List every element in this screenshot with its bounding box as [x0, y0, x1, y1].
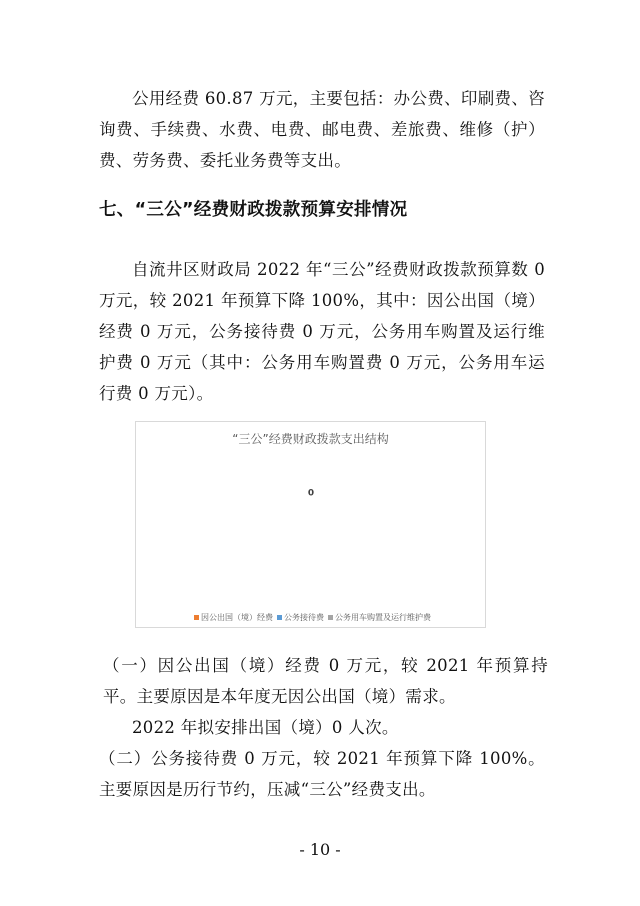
data-label: 0 [307, 488, 315, 499]
legend-swatch [328, 615, 333, 620]
paragraph-overseas-expense: （一）因公出国（境）经费 0 万元，较 2021 年预算持平。主要原因是本年度无因公出国（境）需求。 [103, 656, 548, 706]
page-number: - 10 - [299, 840, 341, 859]
legend-swatch [277, 615, 282, 620]
pie-chart [135, 421, 486, 628]
section-heading: 七、“三公”经费财政拨款预算安排情况 [99, 200, 408, 220]
legend-label: 公务接待费 [284, 613, 324, 622]
legend-label: 公务用车购置及运行维护费 [335, 613, 431, 622]
legend-swatch [194, 615, 199, 620]
paragraph-public-expenses: 公用经费 60.87 万元，主要包括：办公费、印刷费、咨询费、手续费、水费、电费、邮电费、差旅费、维修（护）费、劳务费、委托业务费等支出。 [99, 89, 545, 170]
paragraph-reception-expense: （二）公务接待费 0 万元，较 2021 年预算下降 100%。主要原因是历行节约，压减“三公”经费支出。 [99, 749, 545, 799]
legend-label: 因公出国（境）经费 [201, 613, 273, 622]
chart-canvas [136, 422, 485, 627]
paragraph-three-public-budget: 自流井区财政局 2022 年“三公”经费财政拨款预算数 0 万元，较 2021 年预算下降 100%，其中：因公出国（境）经费 0 万元，公务接待费 0 万元，公务用车购置及运行维护费 0 万元（其中：公务用车购置费 0 万元，公务用车运行费 0 万元）。 [99, 260, 545, 403]
paragraph-overseas-trips: 2022 年拟安排出国（境）0 人次。 [132, 718, 399, 737]
chart-title: “三公”经费财政拨款支出结构 [232, 432, 389, 446]
chart-legend [136, 612, 485, 623]
